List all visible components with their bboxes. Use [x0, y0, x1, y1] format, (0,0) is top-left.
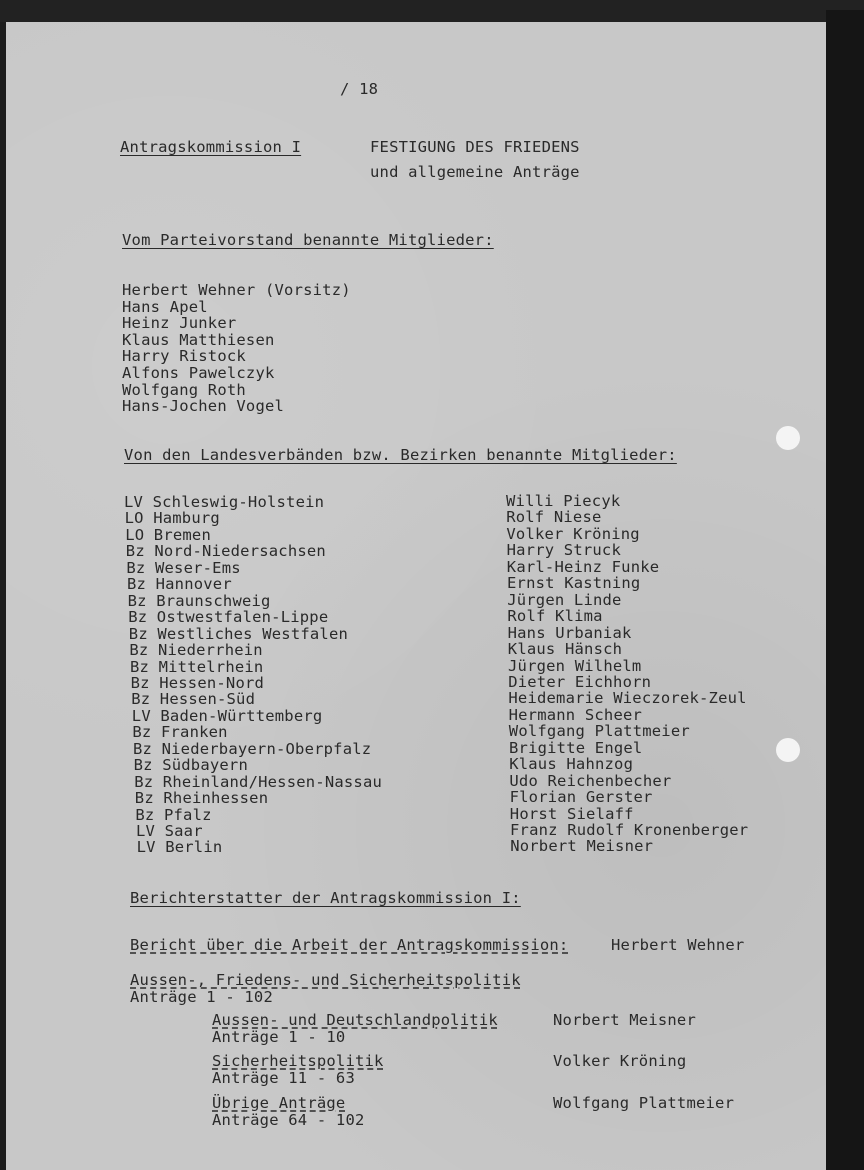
region-name: LV Schleswig-Holstein	[124, 493, 325, 511]
region-name: Bz Niederrhein	[129, 641, 263, 660]
region-name: LV Berlin	[136, 838, 223, 857]
region-name: Bz Hessen-Nord	[130, 673, 265, 692]
region-name: Bz Mittelrhein	[130, 657, 264, 676]
report-item-title: Sicherheitspolitik	[212, 1052, 384, 1070]
report-item-range: Anträge 64 - 102	[212, 1111, 365, 1129]
policy-range: Anträge 1 - 102	[130, 988, 273, 1006]
region-member: Willi Piecyk	[506, 492, 621, 510]
board-section-title: Vom Parteivorstand benannte Mitglieder:	[122, 231, 494, 249]
report-item-title: Aussen- und Deutschlandpolitik	[212, 1011, 498, 1029]
policy-heading: Aussen-, Friedens- und Sicherheitspolitik	[130, 971, 521, 989]
board-member: Hans-Jochen Vogel	[122, 397, 285, 416]
region-member: Dieter Eichhorn	[508, 672, 652, 691]
region-name: Bz Rheinhessen	[134, 789, 269, 808]
report-label: Bericht über die Arbeit der Antragskommission:	[130, 936, 569, 954]
region-member: Franz Rudolf Kronenberger	[510, 821, 749, 839]
punch-hole-upper	[776, 426, 800, 450]
region-name: Bz Südbayern	[133, 756, 248, 775]
region-name: LO Hamburg	[124, 509, 220, 528]
region-name: Bz Nord-Niedersachsen	[125, 542, 326, 561]
region-name: Bz Hessen-Süd	[131, 690, 256, 709]
commission-title: Antragskommission I	[120, 138, 302, 156]
report-person: Herbert Wehner	[611, 936, 745, 954]
region-member: Hermann Scheer	[508, 705, 643, 724]
region-member: Karl-Heinz Funke	[506, 557, 660, 576]
region-member: Horst Sielaff	[509, 804, 634, 823]
region-member: Rolf Klima	[507, 607, 603, 626]
region-name: Bz Rheinland/Hessen-Nassau	[134, 772, 383, 791]
region-member: Harry Struck	[506, 541, 621, 560]
region-member: Wolfgang Plattmeier	[508, 722, 690, 741]
region-name: Bz Hannover	[127, 575, 232, 594]
board-member: Herbert Wehner (Vorsitz)	[122, 281, 351, 299]
board-member: Klaus Matthiesen	[122, 330, 275, 349]
region-member: Norbert Meisner	[510, 837, 654, 856]
region-name: Bz Weser-Ems	[126, 558, 241, 577]
page-number: / 18	[340, 80, 379, 98]
region-member: Florian Gerster	[509, 788, 653, 807]
region-member: Klaus Hänsch	[507, 640, 623, 659]
region-name: Bz Westliches Westfalen	[128, 624, 349, 643]
region-name: Bz Braunschweig	[127, 591, 271, 610]
region-name: Bz Franken	[132, 723, 228, 742]
region-member: Rolf Niese	[506, 508, 602, 527]
region-member: Udo Reichenbecher	[509, 771, 672, 790]
region-name: Bz Ostwestfalen-Lippe	[128, 608, 329, 627]
region-member: Brigitte Engel	[509, 738, 643, 757]
report-item-title: Übrige Anträge	[212, 1094, 346, 1112]
board-member: Harry Ristock	[122, 347, 246, 366]
region-member: Hans Urbaniak	[507, 623, 632, 642]
topic-subtitle: und allgemeine Anträge	[370, 163, 580, 181]
topic-title: FESTIGUNG DES FRIEDENS	[370, 138, 580, 156]
region-name: LO Bremen	[125, 525, 211, 544]
reporters-title: Berichterstatter der Antragskommission I:	[130, 889, 521, 907]
board-member: Alfons Pawelczyk	[122, 364, 275, 382]
regional-section-title: Von den Landesverbänden bzw. Bezirken benannte Mitglieder:	[124, 446, 677, 464]
report-item-range: Anträge 1 - 10	[212, 1028, 346, 1046]
region-member: Heidemarie Wieczorek-Zeul	[508, 689, 747, 708]
region-member: Jürgen Wilhelm	[508, 656, 642, 675]
board-member: Heinz Junker	[122, 314, 237, 333]
report-item-range: Anträge 11 - 63	[212, 1069, 355, 1087]
report-item-person: Norbert Meisner	[553, 1011, 696, 1029]
region-name: LV Baden-Württemberg	[131, 706, 323, 725]
report-item-person: Volker Kröning	[553, 1052, 687, 1070]
report-item-person: Wolfgang Plattmeier	[553, 1094, 735, 1112]
region-member: Klaus Hahnzog	[509, 755, 634, 774]
region-member: Ernst Kastning	[507, 574, 641, 593]
region-name: LV Saar	[136, 822, 203, 840]
scan-border-top	[0, 0, 864, 22]
region-name: Bz Pfalz	[135, 805, 212, 824]
punch-hole-lower	[776, 738, 800, 762]
scan-border-right	[826, 10, 864, 1170]
region-name: Bz Niederbayern-Oberpfalz	[133, 739, 372, 758]
document-page	[6, 22, 826, 1170]
board-member: Wolfgang Roth	[122, 380, 246, 399]
region-member: Jürgen Linde	[507, 590, 622, 609]
board-member: Hans Apel	[122, 297, 208, 316]
region-member: Volker Kröning	[506, 524, 640, 543]
